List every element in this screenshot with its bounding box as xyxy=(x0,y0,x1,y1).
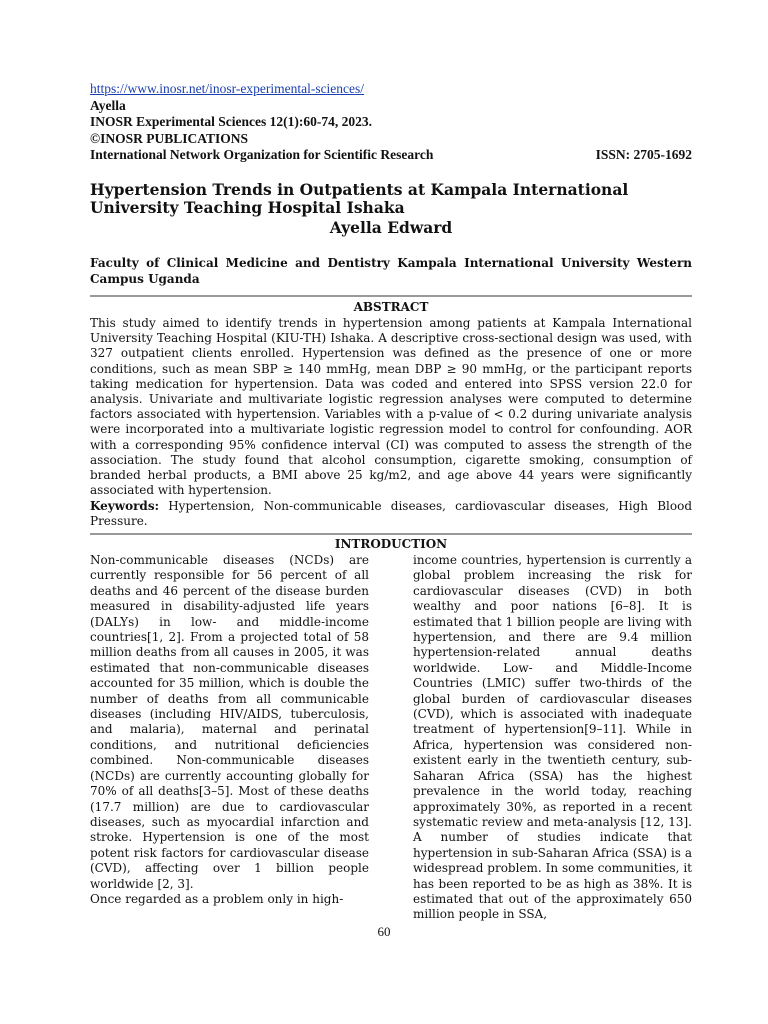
abstract-text: This study aimed to identify trends in hypertension among patients at Kampala International University Teaching Hospital (KIU-TH) Ishaka. A descriptive cross-sectional design was used, with 327 outpatient clients enrolled. Hypertension was defined as the presence of one or more conditions, such as mean SBP ≥ 140 mmHg, mean DBP ≥ 90 mmHg, or the participant reports taking medication for hypertension. Data was coded and entered into SPSS version 22.0 for analysis. Univariate and multivariate logistic regression analyses were computed to determine factors associated with hypertension. Variables with a p-value of < 0.2 during univariate analysis were incorporated into a multivariate logistic regression model to control for confounding. AOR with a corresponding 95% confidence interval (CI) was computed to assess the strength of the association. The study found that alcohol consumption, cigarette smoking, consumption of branded herbal products, a BMI above 25 kg/m2, and age above 44 years were significantly associated with hypertension. xyxy=(90,316,692,498)
journal-citation: INOSR Experimental Sciences 12(1):60-74, 2023. xyxy=(90,114,372,129)
intro-column-left xyxy=(90,553,369,907)
paper-author: Ayella Edward xyxy=(329,218,453,237)
intro-column-right xyxy=(413,553,692,923)
intro-paragraph: Once regarded as a problem only in high- xyxy=(90,891,344,906)
keywords-text: Hypertension, Non-communicable diseases, cardiovascular diseases, High Blood Pressure. xyxy=(90,499,692,529)
issn: ISSN: 2705-1692 xyxy=(595,147,692,162)
intro-paragraph: income countries, hypertension is currently a global problem increasing the risk for cardiovascular diseases (CVD) in both wealthy and poor nations [6–8]. It is estimated that 1 billion people are living with hypertension, and there are 9.4 million hypertension-related annual deaths worldwide. Low- and Middle-Income Countries (LMIC) suffer two-thirds of the global burden of cardiovascular diseases (CVD), which is associated with inadequate treatment of hypertension[9–11]. While in Africa, hypertension was considered non-existent early in the twentieth century, sub-Saharan Africa (SSA) has the highest prevalence in the world today, reaching approximately 30%, as reported in a recent systematic review and meta-analysis [12, 13]. A number of studies indicate that hypertension in sub-Saharan Africa (SSA) is a widespread problem. In some communities, it has been reported to be as high as 38%. It is estimated that out of the approximately 650 million people in SSA, xyxy=(413,553,692,922)
intro-paragraph: Non-communicable diseases (NCDs) are currently responsible for 56 percent of all deaths and 46 percent of the disease burden measured in disability-adjusted life years (DALYs) in low- and middle-income countries[1, 2]. From a projected total of 58 million deaths from all causes in 2005, it was estimated that non-communicable diseases accounted for 35 million, which is double the number of deaths from all communicable diseases (including HIV/AIDS, tuberculosis, and malaria), maternal and perinatal conditions, and nutritional deficiencies combined. Non-communicable diseases (NCDs) are currently accounting globally for 70% of all deaths[3–5]. Most of these deaths (17.7 million) are due to cardiovascular diseases, such as myocardial infarction and stroke. Hypertension is one of the most potent risk factors for cardiovascular disease (CVD), affecting over 1 billion people worldwide [2, 3]. xyxy=(90,553,369,891)
publisher: ©INOSR PUBLICATIONS xyxy=(90,130,248,146)
journal-header xyxy=(90,81,692,164)
page-number: 60 xyxy=(377,924,391,939)
journal-url-link[interactable]: https://www.inosr.net/inosr-experimental-sciences/ xyxy=(90,81,365,96)
introduction-heading: INTRODUCTION xyxy=(334,537,448,551)
keywords-label: Keywords: xyxy=(90,499,160,513)
divider-top xyxy=(90,295,692,297)
divider-bottom xyxy=(90,533,692,535)
organization: International Network Organization for Scientific Research xyxy=(90,147,434,162)
abstract-heading: ABSTRACT xyxy=(353,300,429,314)
keywords xyxy=(90,499,692,529)
running-author: Ayella xyxy=(90,97,126,113)
affiliation: Faculty of Clinical Medicine and Dentistry Kampala International University Western Campus Uganda xyxy=(90,256,692,286)
paper-title: Hypertension Trends in Outpatients at Kampala International University Teaching Hospital Ishaka xyxy=(90,180,629,217)
